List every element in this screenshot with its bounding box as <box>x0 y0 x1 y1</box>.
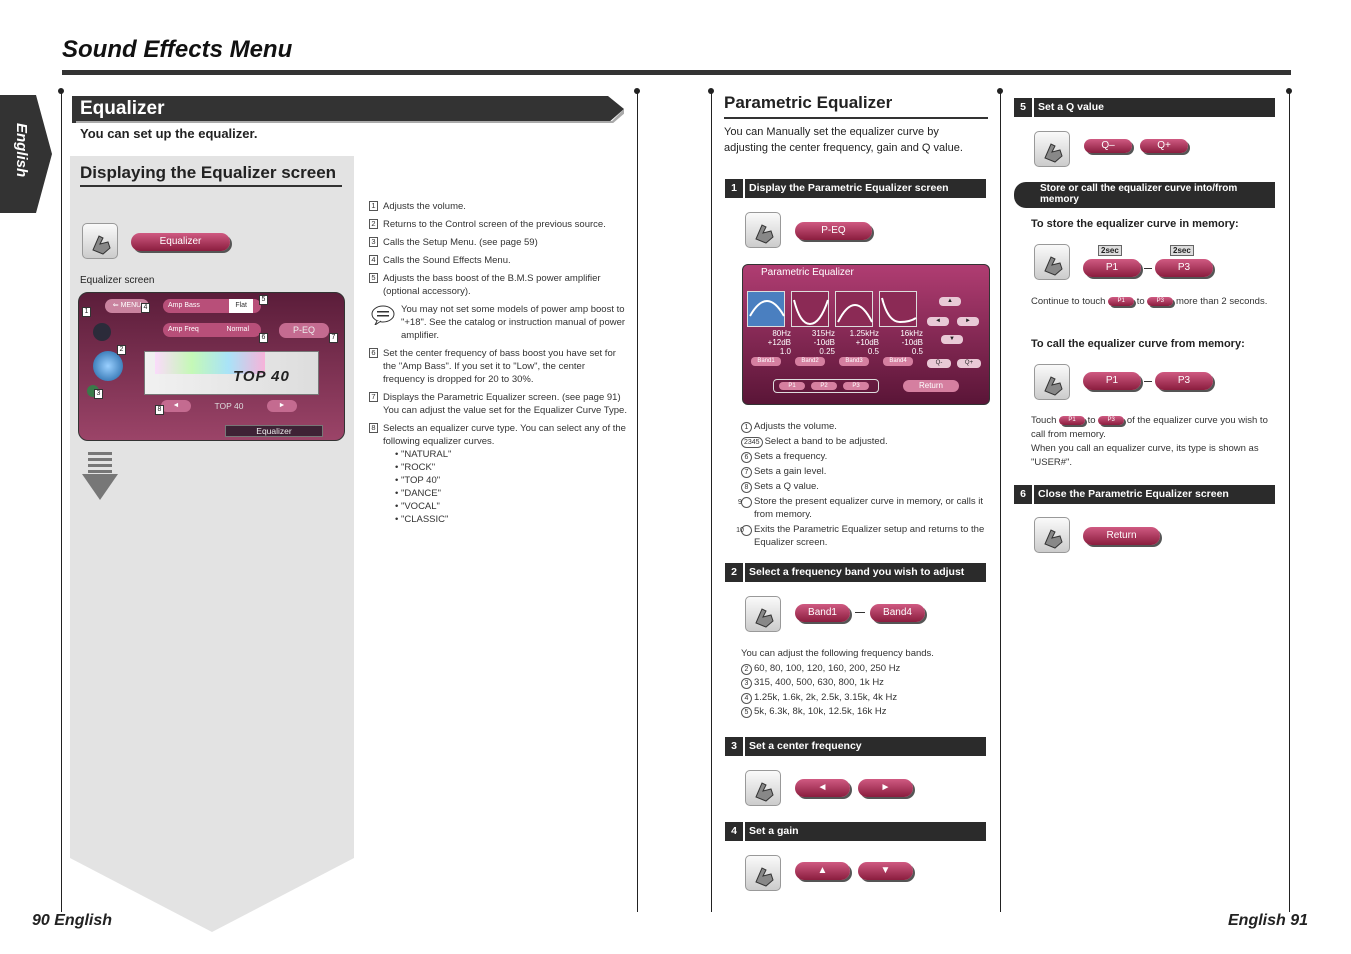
band3-values: 1.25kHz +10dB 0.5 <box>849 329 879 356</box>
gain-down-button[interactable]: ▼ <box>858 862 913 880</box>
divider-dot <box>997 88 1003 94</box>
step-3-heading: 3 Set a center frequency <box>725 737 986 756</box>
hold-badge: 2sec <box>1098 245 1122 256</box>
return-icon[interactable] <box>93 351 123 381</box>
touch-hand-icon <box>745 596 781 632</box>
hold-badge: 2sec <box>1170 245 1194 256</box>
list-item: 8 Selects an equalizer curve type. You can select any of the following equalizer curves. • "NATURAL" • "ROCK" • "TOP 40" • "DANCE" • "VOCAL" • "CLASSIC" <box>369 422 627 526</box>
down-arrow-icon <box>82 452 120 507</box>
freq-right-button[interactable]: ► <box>858 779 913 797</box>
page-title: Sound Effects Menu <box>62 36 293 63</box>
peq-button[interactable]: P-EQ <box>279 323 329 338</box>
divider <box>1000 92 1001 912</box>
screen-label: Equalizer screen <box>80 275 155 286</box>
memory-p3-button[interactable]: P3 <box>1155 372 1213 390</box>
freq-left-button[interactable]: ◄ <box>795 779 850 797</box>
equalizer-items <box>369 200 627 531</box>
touch-hand-icon <box>1034 364 1070 400</box>
memory-p3-button[interactable]: P3 <box>843 382 869 390</box>
divider-dot <box>634 88 640 94</box>
touch-hand-icon <box>745 855 781 891</box>
curve-type-display: TOP 40 <box>214 401 244 411</box>
divider <box>711 92 712 912</box>
step-2-heading: 2 Select a frequency band you wish to adjust <box>725 563 986 582</box>
parametric-heading: Parametric Equalizer <box>724 93 988 119</box>
footer-page-left: 90 English <box>32 912 113 929</box>
divider <box>61 92 62 912</box>
store-heading: Store or call the equalizer curve into/from memory <box>1014 182 1275 208</box>
display-heading: Displaying the Equalizer screen <box>80 162 342 187</box>
q-plus-button[interactable]: Q+ <box>1140 139 1188 153</box>
q-minus-button[interactable]: Q- <box>927 359 951 368</box>
callout: 4 <box>141 303 150 313</box>
band-range-item: 3 315, 400, 500, 630, 800, 1k Hz <box>741 676 986 691</box>
menu-button[interactable]: ⇐ MENU <box>105 299 149 313</box>
touch-hand-icon <box>1034 244 1070 280</box>
legend-item: 8 Sets a Q value. <box>741 480 986 493</box>
band2-curve <box>791 291 829 327</box>
callout: 2 <box>117 345 126 355</box>
touch-hand-icon <box>745 770 781 806</box>
range-dash <box>1144 268 1152 269</box>
q-minus-button[interactable]: Q– <box>1084 139 1132 153</box>
return-button[interactable]: Return <box>1083 527 1160 545</box>
band-range-item: 4 1.25k, 1.6k, 2k, 2.5k, 3.15k, 4k Hz <box>741 691 986 706</box>
note-icon <box>371 305 395 329</box>
band3-button[interactable]: Band3 <box>839 357 869 366</box>
title-rule <box>62 70 1291 75</box>
band1-button[interactable]: Band1 <box>795 604 850 622</box>
inline-p3-icon: P3 <box>1098 416 1124 425</box>
volume-knob-icon[interactable] <box>93 323 111 341</box>
call-text: Touch P1 to P3 of the equalizer curve you wish to call from memory. When you call an equalizer curve, its type is shown as "USER#". <box>1031 415 1268 468</box>
legend-item: 6 Sets a frequency. <box>741 450 986 463</box>
memory-p3-button[interactable]: P3 <box>1155 259 1213 277</box>
touch-hand-icon <box>745 212 781 248</box>
equalizer-button[interactable]: Equalizer <box>131 233 230 251</box>
amp-freq-button[interactable]: Amp Freq Normal <box>163 323 261 337</box>
memory-p1-button[interactable]: P1 <box>1083 372 1141 390</box>
band2-button[interactable]: Band2 <box>795 357 825 366</box>
screen-title: Parametric Equalizer <box>761 267 854 278</box>
divider-dot <box>708 88 714 94</box>
language-tab: English <box>0 95 52 213</box>
range-dash <box>1144 381 1152 382</box>
touch-hand-icon <box>82 223 118 259</box>
note: You may not set some models of power amp boost to "+18". See the catalog or instruction manual of power amplifier. <box>369 303 627 342</box>
display-panel <box>70 156 354 932</box>
step-5-heading: 5 Set a Q value <box>1014 98 1275 117</box>
peq-button[interactable]: P-EQ <box>795 222 872 240</box>
range-dash <box>855 612 865 613</box>
inline-p1-icon: P1 <box>1059 416 1085 425</box>
top40-logo: TOP 40 <box>233 368 290 385</box>
equalizer-heading: Equalizer <box>72 96 624 123</box>
band1-curve <box>747 291 785 327</box>
touch-hand-icon <box>1034 517 1070 553</box>
freq-right-button[interactable]: ► <box>957 317 979 326</box>
equalizer-intro: You can set up the equalizer. <box>80 126 258 141</box>
amp-bass-button[interactable]: Amp Bass Flat <box>163 299 261 313</box>
step-1-heading: 1 Display the Parametric Equalizer screen <box>725 179 986 198</box>
band-range-item: 5 5k, 6.3k, 8k, 10k, 12.5k, 16k Hz <box>741 705 986 720</box>
legend-item: 2345 Select a band to be adjusted. <box>741 435 986 448</box>
list-item: 7 Displays the Parametric Equalizer screen. (see page 91) You can adjust the value set for the Equalizer Curve Type. <box>369 391 627 417</box>
list-item: 5 Adjusts the bass boost of the B.M.S power amplifier (optional accessory). <box>369 272 627 298</box>
callout: 7 <box>329 333 338 343</box>
callout: 3 <box>94 389 103 399</box>
band3-curve <box>835 291 873 327</box>
gain-up-button[interactable]: ▲ <box>939 297 961 306</box>
legend-item: 7 Sets a gain level. <box>741 465 986 478</box>
band4-curve <box>879 291 917 327</box>
legend-item: 1 Adjusts the volume. <box>741 420 986 433</box>
step-6-heading: 6 Close the Parametric Equalizer screen <box>1014 485 1275 504</box>
band2-values: 315Hz -10dB 0.25 <box>811 329 835 356</box>
gain-up-button[interactable]: ▲ <box>795 862 850 880</box>
list-item: 4 Calls the Sound Effects Menu. <box>369 254 627 267</box>
screen-equalizer-label: Equalizer <box>225 425 323 437</box>
band4-values: 16kHz -10dB 0.5 <box>900 329 923 356</box>
list-item: 6 Set the center frequency of bass boost you have set for the "Amp Bass". If you set it to "Low", the center frequency is dropped for 20 to 30%. <box>369 347 627 386</box>
list-item: 2 Returns to the Control screen of the previous source. <box>369 218 627 231</box>
divider-dot <box>58 88 64 94</box>
legend-item: 10 Exits the Parametric Equalizer setup and returns to the Equalizer screen. <box>736 524 985 548</box>
call-subheading: To call the equalizer curve from memory: <box>1031 338 1245 350</box>
callout: 5 <box>259 295 268 305</box>
equalizer-screen <box>78 292 345 441</box>
parametric-screen <box>742 264 990 405</box>
legend-item: 9 Store the present equalizer curve in memory, or calls it from memory. <box>738 496 983 520</box>
divider-dot <box>1286 88 1292 94</box>
parametric-intro: You can Manually set the equalizer curve by adjusting the center frequency, gain and Q value. <box>724 126 963 154</box>
list-item: 3 Calls the Setup Menu. (see page 59) <box>369 236 627 249</box>
band4-button[interactable]: Band4 <box>883 357 913 366</box>
memory-p1-button[interactable]: P1 <box>779 382 805 390</box>
footer-page-right: English 91 <box>1228 912 1309 929</box>
store-text: Continue to touch P1 to P3 more than 2 seconds. <box>1031 296 1268 307</box>
q-plus-button[interactable]: Q+ <box>957 359 981 368</box>
curve-prev-button[interactable]: ◄ <box>161 400 191 412</box>
memory-p1-button[interactable]: P1 <box>1083 259 1141 277</box>
divider <box>1289 92 1290 912</box>
callout: 1 <box>82 307 91 317</box>
curve-list: • "NATURAL" • "ROCK" • "TOP 40" • "DANCE" • "VOCAL" • "CLASSIC" <box>383 448 627 526</box>
band4-button[interactable]: Band4 <box>870 604 925 622</box>
store-subheading: To store the equalizer curve in memory: <box>1031 218 1239 230</box>
parametric-legend <box>736 420 986 551</box>
band1-button[interactable]: Band1 <box>751 357 781 366</box>
step-4-heading: 4 Set a gain <box>725 822 986 841</box>
callout: 8 <box>155 405 164 415</box>
band-ranges: You can adjust the following frequency bands. 2 60, 80, 100, 120, 160, 200, 250 Hz 3 315, 400, 500, 630, 800, 1k Hz 4 1.25k, 1.6k, 2k, 2.5k, 3.15k, 4k Hz 5 5k, 6.3k, 8k, 10k, 12.5k, 16k Hz <box>741 647 986 720</box>
return-button[interactable]: Return <box>903 380 959 392</box>
touch-hand-icon <box>1034 131 1070 167</box>
band-range-item: 2 60, 80, 100, 120, 160, 200, 250 Hz <box>741 662 986 677</box>
inline-p3-icon: P3 <box>1147 297 1173 306</box>
divider <box>637 92 638 912</box>
inline-p1-icon: P1 <box>1108 297 1134 306</box>
memory-p2-button[interactable]: P2 <box>811 382 837 390</box>
curve-next-button[interactable]: ► <box>267 400 297 412</box>
callout: 6 <box>259 333 268 343</box>
list-item: 1 Adjusts the volume. <box>369 200 627 213</box>
band1-values: 80Hz +12dB 1.0 <box>767 329 791 356</box>
freq-left-button[interactable]: ◄ <box>927 317 949 326</box>
visualizer-panel <box>144 351 319 395</box>
gain-down-button[interactable]: ▼ <box>941 335 963 344</box>
